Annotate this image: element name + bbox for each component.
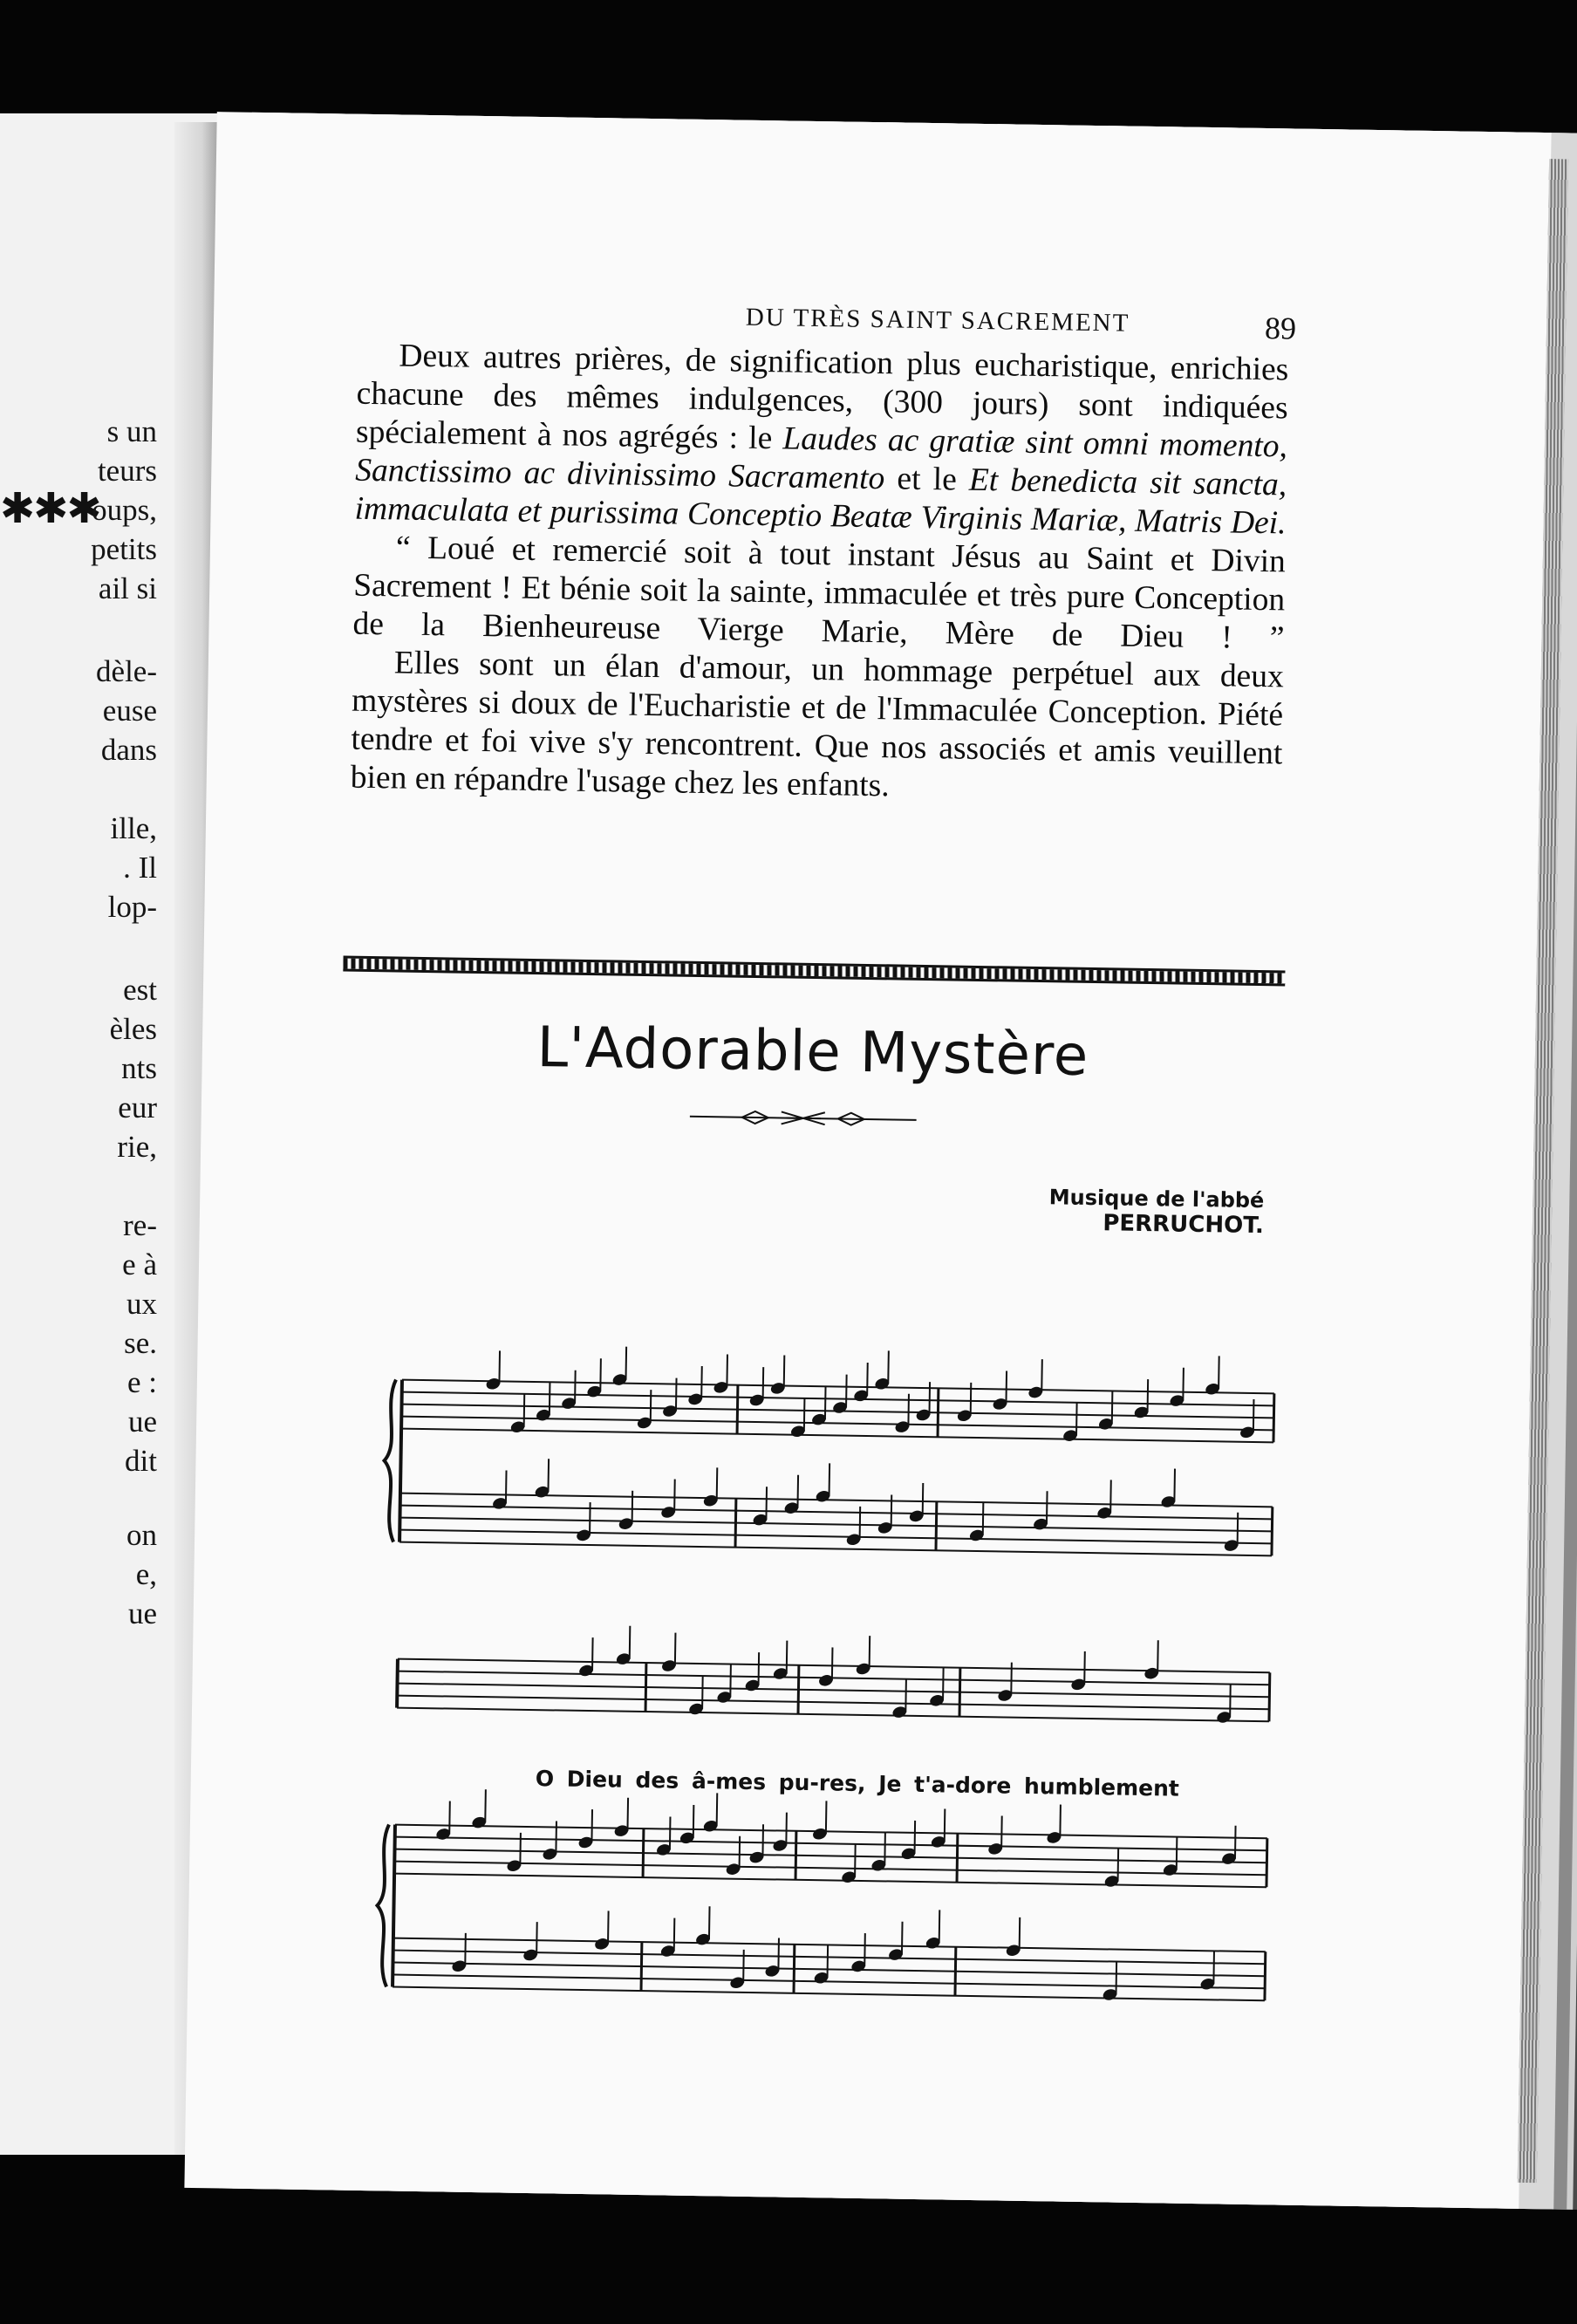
note-stem (855, 1844, 856, 1877)
note-stem (787, 1641, 788, 1674)
paragraph-text: Elles sont un élan d'amour, un hommage perpétuel aux deux mystères si doux de l'Eucharistie et de l'Immaculée Conception. Piété tendre et foi vive s'y rencontrent. Que nos associés et amis veuillent bien en répandre l'usage chez les enfants. (350, 645, 1285, 804)
system-brace (376, 1824, 389, 1986)
left-page-line: re- (123, 1208, 157, 1242)
note-stem (1148, 1379, 1149, 1412)
bass-staff-line (393, 1938, 1266, 1952)
note-stem (1076, 1403, 1077, 1436)
note-stem (778, 1938, 779, 1972)
left-page-line: on (126, 1518, 157, 1552)
note-stem (1118, 1849, 1119, 1882)
note-stem (923, 1483, 924, 1516)
note-stem (675, 1633, 676, 1666)
note-stem (590, 1502, 591, 1535)
note-stem (784, 1356, 785, 1389)
note-stem (536, 1922, 537, 1955)
note-stem (591, 1809, 592, 1842)
note-stem (506, 1471, 507, 1504)
note-stem (1235, 1826, 1236, 1859)
note-stem (499, 1350, 500, 1384)
right-page (184, 112, 1551, 2209)
left-page-line: ux (126, 1287, 157, 1321)
voice-staff-line (398, 1671, 1270, 1685)
note-stem (1177, 1837, 1178, 1870)
note-stem (674, 1480, 675, 1513)
note-stem (971, 1383, 972, 1416)
barline (1273, 1393, 1274, 1442)
bass-staff-line (393, 1963, 1265, 1977)
left-page-line: ue (127, 1405, 157, 1439)
bass-staff-line (393, 1975, 1265, 1989)
bass-staff-line (400, 1494, 1273, 1507)
left-page-line: ille, (110, 811, 157, 845)
barline (641, 1942, 642, 1991)
note-stem (592, 1637, 593, 1671)
note-stem (829, 1463, 830, 1496)
note-stem (804, 1398, 805, 1432)
note-stem (945, 1808, 946, 1842)
note-stem (915, 1821, 916, 1854)
treble-staff-line (394, 1862, 1266, 1876)
note-stem (709, 1906, 710, 1939)
flourish-ornament (690, 1104, 917, 1133)
note-stem (1060, 1805, 1061, 1838)
note-stem (1112, 1391, 1113, 1424)
note-stem (676, 1378, 677, 1411)
note-stem (867, 1363, 868, 1396)
bass-staff-line (399, 1518, 1272, 1532)
note-stem (828, 1945, 829, 1978)
note-stem (1011, 1663, 1012, 1696)
left-page-line: teurs (97, 454, 157, 488)
left-page-ornament: ✱✱✱ (0, 486, 100, 532)
note-stem (702, 1676, 703, 1709)
note-stem (524, 1394, 525, 1427)
page-edges (1518, 159, 1568, 2183)
note-stem (743, 1950, 744, 1983)
page-number: 89 (1264, 311, 1297, 346)
treble-staff-line (395, 1849, 1267, 1863)
left-page-line: eur (118, 1090, 157, 1124)
note-stem (762, 1824, 763, 1857)
hymn-title: L'Adorable Mystère (536, 1015, 1089, 1089)
note-stem (520, 1833, 521, 1866)
note-stem (884, 1832, 885, 1865)
left-page-line: ue (127, 1596, 157, 1630)
note-stem (786, 1813, 787, 1846)
treble-staff-line (395, 1825, 1267, 1839)
note-stem (1116, 1962, 1117, 1995)
note-stem (449, 1801, 450, 1835)
left-page-line: e : (126, 1365, 157, 1399)
paragraph-text: Deux autres prières, de signification plus eucharistique, enrichies chacune des mêmes indulgences, (300 jours) sont indiquées spécialement à nos agrégés : le (355, 338, 1289, 457)
left-page-line: e à (122, 1247, 157, 1282)
note-stem (929, 1382, 930, 1415)
note-stem (864, 1933, 865, 1966)
barline (1266, 1838, 1267, 1887)
note-stem (759, 1652, 760, 1685)
note-stem (730, 1664, 731, 1698)
left-page-line: s un (106, 414, 157, 448)
note-stem (943, 1667, 944, 1700)
system-brace (383, 1379, 396, 1541)
note-stem (939, 1910, 940, 1943)
note-stem (717, 1793, 718, 1826)
note-stem (846, 1375, 847, 1408)
note-stem (891, 1494, 892, 1528)
note-stem (1238, 1513, 1239, 1546)
bass-staff-line (400, 1506, 1273, 1520)
voice-staff-line (398, 1659, 1270, 1673)
barline (959, 1668, 960, 1717)
left-page-line: euse (102, 694, 157, 728)
paragraph-text: “ Loué et remercié soit à tout instant Jésus au Saint et Divin Sacrement ! Et bénie soit la sainte, immaculée et très pure Conception de la Bienheureuse Vierge Marie, Mère de Dieu ! ” (352, 530, 1287, 657)
note-stem (832, 1647, 833, 1680)
latin-prayer-text: Et benedicta sit sancta, immaculata et purissima Conceptio Beatæ Virginis Mariæ, Matris Dei. (354, 461, 1287, 542)
barline (735, 1499, 736, 1548)
note-stem (1084, 1651, 1085, 1685)
barline (1272, 1507, 1273, 1555)
barline (737, 1385, 738, 1434)
note-stem (983, 1502, 984, 1535)
paragraph-text: et le (884, 461, 970, 498)
note-stem (826, 1801, 827, 1834)
note-stem (670, 1817, 671, 1850)
note-stem (888, 1350, 889, 1384)
ornamental-rule (343, 956, 1285, 987)
note-stem (1230, 1685, 1231, 1718)
note-stem (674, 1918, 675, 1951)
note-stem (1047, 1491, 1048, 1524)
left-page-line: ail si (98, 571, 157, 605)
barline (798, 1665, 799, 1714)
note-stem (860, 1507, 861, 1540)
note-stem (548, 1459, 549, 1492)
barline (957, 1834, 958, 1883)
note-stem (766, 1487, 767, 1520)
left-page-line: nts (121, 1051, 157, 1085)
note-stem (1213, 1951, 1214, 1984)
left-page-line: èles (109, 1012, 157, 1046)
voice-staff-line (397, 1696, 1269, 1710)
note-stem (797, 1475, 798, 1508)
hymn-lyrics: O Dieu des â-mes pu-res, Je t'a-dore humblement (535, 1766, 1180, 1801)
treble-staff-line (395, 1837, 1267, 1851)
note-stem (626, 1347, 627, 1380)
note-stem (1157, 1640, 1158, 1673)
note-stem (902, 1922, 903, 1955)
note-stem (740, 1836, 741, 1869)
note-stem (627, 1798, 628, 1831)
barline (645, 1663, 646, 1712)
treble-staff-line (401, 1429, 1273, 1443)
note-stem (905, 1679, 906, 1712)
note-stem (630, 1626, 631, 1659)
music-score (316, 1204, 1307, 2161)
barline (1265, 1951, 1266, 2000)
left-page-line: rie, (117, 1130, 157, 1164)
bass-staff-line (393, 1987, 1265, 2001)
treble-staff-line (394, 1874, 1266, 1888)
note-stem (1020, 1917, 1021, 1951)
note-stem (701, 1366, 702, 1399)
note-stem (763, 1367, 764, 1400)
left-page-line: dans (100, 733, 157, 767)
note-stem (825, 1386, 826, 1419)
note-stem (1253, 1399, 1254, 1432)
note-stem (1001, 1816, 1002, 1849)
note-stem (1183, 1368, 1184, 1401)
barline (936, 1501, 937, 1550)
note-stem (1041, 1359, 1042, 1392)
barline (794, 1945, 795, 1993)
note-stem (651, 1390, 652, 1423)
barline (643, 1828, 644, 1877)
note-stem (485, 1789, 486, 1822)
left-page-line: dit (125, 1444, 157, 1478)
bass-staff-line (399, 1530, 1272, 1544)
barline (795, 1831, 796, 1880)
barline (955, 1947, 956, 1996)
note-stem (465, 1933, 466, 1966)
left-page-line: e, (135, 1557, 157, 1591)
note-stem (600, 1358, 601, 1391)
note-stem (693, 1805, 694, 1838)
paragraph-closing (350, 644, 1284, 812)
note-stem (1006, 1371, 1007, 1405)
barline (938, 1388, 939, 1437)
note-stem (1174, 1469, 1175, 1502)
note-stem (908, 1394, 909, 1427)
note-stem (575, 1370, 576, 1404)
latin-prayer-text: Laudes ac gratiæ sint omni momento, Sanctissimo ac divinissimo Sacramento (355, 420, 1288, 497)
left-page-line: dèle- (96, 654, 157, 688)
system-line (397, 1659, 398, 1708)
left-page-line: est (123, 973, 157, 1007)
left-page-line: lop- (107, 890, 157, 924)
note-stem (632, 1491, 633, 1524)
voice-staff-line (398, 1684, 1270, 1698)
paragraph-prayers (354, 337, 1288, 543)
composer-name: PERRUCHOT. (1103, 1210, 1265, 1240)
barline (1269, 1672, 1270, 1721)
body-text (350, 337, 1288, 812)
bass-staff-line (399, 1542, 1272, 1556)
note-stem (1110, 1480, 1111, 1513)
treble-staff-line (401, 1417, 1273, 1431)
treble-staff-line (402, 1380, 1274, 1394)
paragraph-quote (352, 529, 1286, 659)
note-stem (717, 1467, 718, 1500)
voice-staff-line (397, 1708, 1269, 1722)
left-page-line: oups, (92, 493, 157, 527)
note-stem (608, 1910, 609, 1944)
composer-prefix: Musique de l'abbé (1048, 1185, 1265, 1213)
left-page-line: se. (124, 1326, 157, 1360)
left-page-line: . Il (123, 851, 157, 885)
running-head: DU TRÈS SAINT SACREMENT (745, 303, 1130, 338)
left-page-line: petits (91, 532, 157, 566)
